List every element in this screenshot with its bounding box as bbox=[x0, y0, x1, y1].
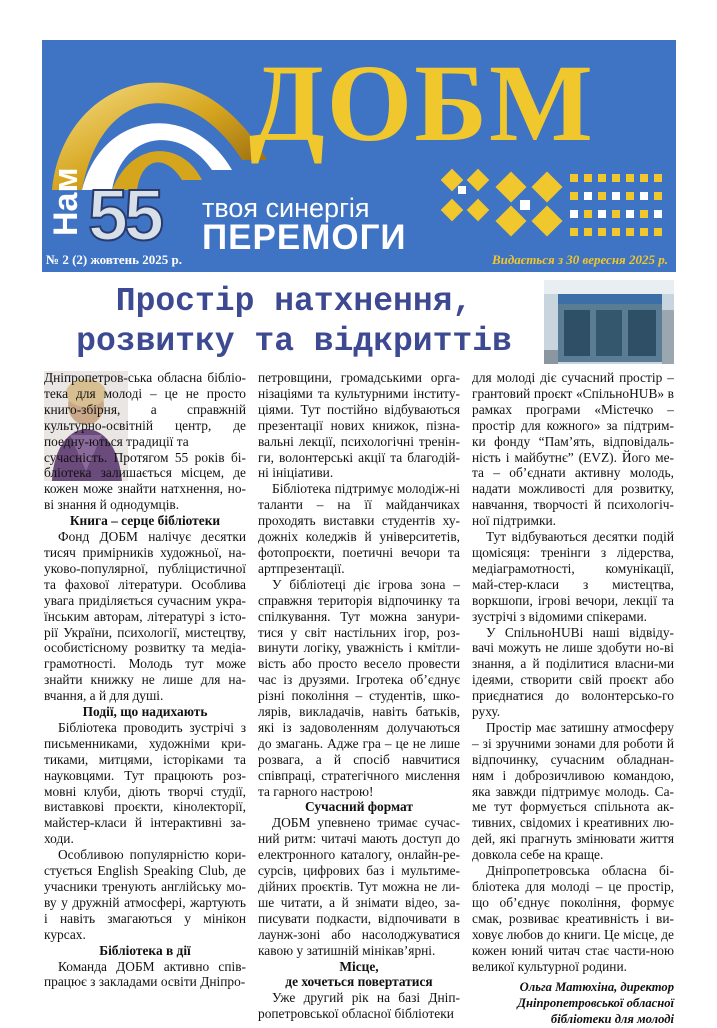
paragraph: Особливою популярністю кори-стується English Speaking Club, де учасники тренують англійську мо-ву у дружній атмосфері, жартують і навіть змагаються у мінікон курсах. bbox=[44, 847, 246, 942]
paragraph: Уже другий рік на базі Дніп-ропетровської обласної бібліотеки bbox=[258, 990, 460, 1022]
paragraph: ДОБМ упевнено тримає сучас-ний ритм: читачі мають доступ до електронного каталогу, онлайн-ре-сурсів, цифрових баз і мультиме-дійних проєктів. Тут можна не ли-ше читати, а й знімати відео, за-писувати подкасти, відпочивати в лаунж-зоні або насолоджуватися кавою у затишній мінікав’ярні. bbox=[258, 815, 460, 958]
section-heading: Сучасний формат bbox=[305, 799, 413, 815]
paragraph: У бібліотеці діє ігрова зона – справжня територія відпочинку та спілкування. Тут можна занури-тися у світ настільних ігор, роз-винути логіку, уважність і кмітли-вість або просто весело провести час із друзями. Ігротека об’єднує різні покоління – студентів, шко-лярів, викладачів, навіть батьків, які із задоволенням долучаються до змагань. Адже гра – це не лише розвага, а й спосіб навчитися співпраці, стратегічного мислення та гарного настрою! bbox=[258, 576, 460, 799]
signature-line3: бібліотеки для молоді bbox=[550, 1012, 674, 1027]
masthead-banner bbox=[42, 40, 676, 272]
section-heading: Бібліотека в дії bbox=[99, 942, 191, 958]
paragraph: петровщини, громадськими орга-нізаціями та культурними інститу-ціями. Тут постійно відбуваються презентації нових книжок, пізна-вальні лекції, психологічні тренін-ги, волонтерські акції та благодій-ні ініціативи. bbox=[258, 370, 460, 481]
paragraph: Простір має затишну атмосферу – зі зручними зонами для роботи й відпочинку, сучасним обладнан-ням і доброзичливою командою, яка завжди підтримує молодь. Са-ме тут формується спільнота ак-тивних, свідомих і креативних лю-дей, які прагнуть змінювати життя довкола себе на краще. bbox=[472, 719, 674, 863]
paragraph: Фонд ДОБМ налічує десятки тисяч примірників художньої, на-уково-популярної, публіцистичної та фахової літератури. Особлива увага приділяється сучасним укра-їнським авторам, літературі з істо-рії України, психології, мистецтву, особистісному розвитку та медіа-грамотності. Молодь тут може знайти книжку не лише для на-вчання, а й для душі. bbox=[44, 529, 246, 704]
paragraph: для молоді діє сучасний простір – грантовий проєкт «СпільноHUB» в рамках програми «Містечко – простір для кожного» за підтрим-ки фонду “Пам’ять, відповідаль-ність і майбутнє” (EVZ). Його ме-та – об’єднати активну молодь, надати можливості для розвитку, навчання, творчості й психологіч-ної підтримки. bbox=[472, 370, 674, 529]
section-heading: Події, що надихають bbox=[82, 704, 208, 720]
intro-paragraph-b: сучасність. Протягом 55 років бі-бліотека залишається місцем, де кожен може знайти натхнення, но-ві знання й однодумців. bbox=[44, 449, 246, 513]
masthead-title: ДОБМ bbox=[249, 42, 595, 164]
publication-date: Видається з 30 вересня 2025 р. bbox=[491, 252, 668, 267]
paragraph: У СпільноHUBі наші відвіду-вачі можуть не лише здобути но-ві знання, а й поділитися власни-ми ідеями, створити свій проєкт або приєднатися до волонтерсько-го руху. bbox=[472, 624, 674, 720]
paragraph: Бібліотека підтримує молодіж-ні таланти – на її майданчиках проходять виставки студентів ху-дожніх коледжів й університетів, фотопроєкти, поетичні вечори та артпрезентації. bbox=[258, 481, 460, 576]
ornament-pattern-icon bbox=[440, 168, 670, 250]
slogan-line1: твоя синергія bbox=[202, 193, 370, 223]
headline-line2: розвитку та відкриттів bbox=[76, 323, 512, 360]
signature-line1: Ольга Матюхіна, директор bbox=[519, 980, 674, 995]
library-building-photo bbox=[544, 280, 674, 364]
paragraph: Команда ДОБМ активно спів-працює з закладами освіти Дніпро- bbox=[44, 958, 246, 990]
slogan-line2: ПЕРЕМОГИ bbox=[202, 218, 407, 257]
nam-label: Нам bbox=[47, 167, 85, 236]
issue-number: № 2 (2) жовтень 2025 р. bbox=[46, 252, 182, 267]
headline-line1: Простір натхнення, bbox=[115, 283, 473, 320]
section-heading: де хочеться повертатися bbox=[285, 974, 433, 990]
signature-line2: Дніпропетровської обласної bbox=[517, 996, 674, 1011]
section-heading: Книга – серце бібліотеки bbox=[69, 513, 221, 529]
column-3 bbox=[472, 370, 674, 1028]
column-1 bbox=[44, 370, 246, 990]
headline bbox=[44, 282, 544, 362]
anniversary-number: 55 bbox=[88, 176, 161, 256]
section-heading: Місце, bbox=[339, 958, 379, 974]
column-2 bbox=[258, 370, 460, 1022]
intro-paragraph-a: Дніпропетров-ська обласна бібліо-тека для молоді – це не просто книго-збірня, а справжній культурно-освітній центр, де поедну-ються традиції та bbox=[44, 370, 246, 449]
paragraph: Дніпропетровська обласна бі-бліотека для молоді – це простір, що об’єднує покоління, формує смак, розвиває креативність і ви-ховує любов до книги. Це місце, де кожен юний читач стає части-ною великої культурної родини. bbox=[472, 863, 674, 974]
paragraph: Бібліотека проводить зустрічі з письменниками, художніми кри-тиками, митцями, історіками та науковцями. Тут працюють роз-мовні клуби, діють творчі студії, виставкові проєкти, кінолекторії, майстер-класи й інтерактивні за-ходи. bbox=[44, 719, 246, 847]
paragraph: Тут відбуваються десятки подій щомісяця: тренінги з лідерства, медіаграмотності, комунікації, май-стер-класи з мистецтва, воркшопи, ігрові вечори, лекції та зустрічі з відомими спікерами. bbox=[472, 529, 674, 624]
